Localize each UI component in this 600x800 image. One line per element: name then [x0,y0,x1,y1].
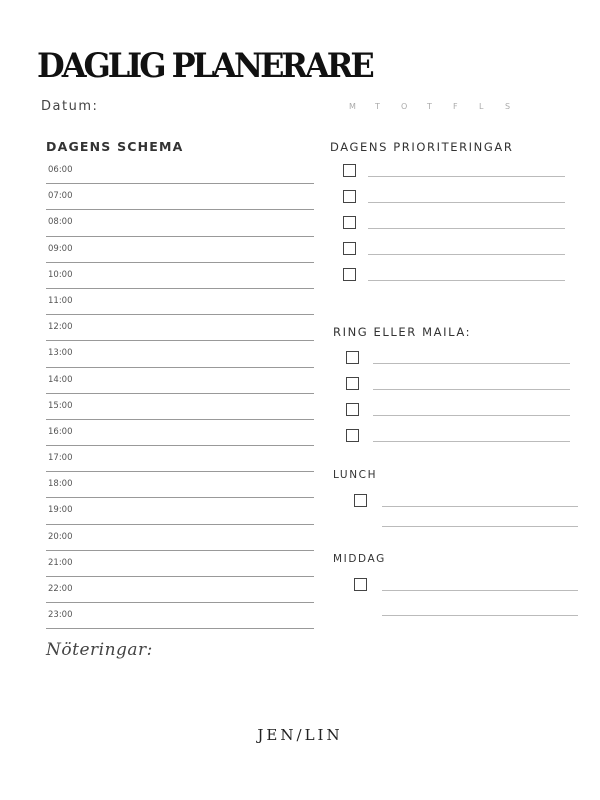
schedule-row[interactable] [46,446,314,472]
hour-label: 09:00 [48,243,73,254]
weekday-fri[interactable]: F [453,102,458,111]
checkbox[interactable] [343,268,356,281]
page-title: DAGLIG PLANERARE [37,46,372,86]
hour-label: 20:00 [48,531,73,542]
write-line[interactable] [382,590,578,591]
hour-label: 14:00 [48,374,73,385]
weekday-tue[interactable]: T [375,102,380,111]
write-line[interactable] [368,202,565,203]
schedule-row[interactable] [46,551,314,577]
weekday-sun[interactable]: S [505,102,511,111]
hour-label: 21:00 [48,557,73,568]
schedule-list [46,158,314,629]
schedule-row[interactable] [46,315,314,341]
schedule-row[interactable] [46,341,314,367]
hour-label: 22:00 [48,584,73,594]
schedule-row[interactable] [46,368,314,394]
write-line[interactable] [382,526,578,527]
schedule-row[interactable] [46,577,314,603]
schedule-row[interactable] [46,525,314,551]
schedule-row[interactable] [46,498,314,524]
hour-label: 07:00 [48,191,73,202]
checkbox[interactable] [354,494,367,507]
schedule-row[interactable] [46,158,314,184]
checkbox[interactable] [343,242,356,255]
hour-label: 13:00 [48,348,73,359]
schedule-row[interactable] [46,394,314,420]
write-line[interactable] [368,254,565,255]
schedule-row[interactable] [46,263,314,289]
date-label: Datum: [41,99,99,114]
weekday-selector [349,102,531,111]
hour-label: 10:00 [48,269,73,280]
schedule-row[interactable] [46,210,314,236]
hour-label: 08:00 [48,217,73,228]
hour-label: 12:00 [48,322,73,333]
weekday-thu[interactable]: T [427,102,432,111]
checkbox[interactable] [343,190,356,203]
hour-label: 15:00 [48,400,73,411]
weekday-wed[interactable]: O [401,102,408,111]
write-line[interactable] [368,228,565,229]
write-line[interactable] [373,415,570,416]
priorities-heading: DAGENS PRIORITERINGAR [330,140,514,154]
hour-label: 17:00 [48,453,73,464]
notes-label: Nöteringar: [46,640,153,660]
checkbox[interactable] [354,578,367,591]
schedule-row[interactable] [46,184,314,210]
hour-label: 18:00 [48,479,73,490]
write-line[interactable] [373,441,570,442]
schedule-row[interactable] [46,472,314,498]
hour-label: 16:00 [48,426,73,437]
schedule-row[interactable] [46,603,314,629]
write-line[interactable] [382,506,578,507]
calls-heading: RING ELLER MAILA: [333,325,472,339]
schedule-row[interactable] [46,420,314,446]
write-line[interactable] [368,280,565,281]
checkbox[interactable] [346,377,359,390]
dinner-heading: MIDDAG [333,553,386,565]
schedule-row[interactable] [46,237,314,263]
weekday-mon[interactable]: M [349,102,356,111]
write-line[interactable] [373,389,570,390]
checkbox[interactable] [343,216,356,229]
hour-label: 19:00 [48,505,73,516]
schedule-heading: DAGENS SCHEMA [46,139,184,154]
lunch-heading: LUNCH [333,469,378,481]
schedule-row[interactable] [46,289,314,315]
hour-label: 23:00 [48,610,73,621]
checkbox[interactable] [343,164,356,177]
hour-label: 06:00 [48,165,73,175]
checkbox[interactable] [346,403,359,416]
write-line[interactable] [382,615,578,616]
brand-logo: JEN/LIN [257,726,343,744]
write-line[interactable] [373,363,570,364]
checkbox[interactable] [346,429,359,442]
weekday-sat[interactable]: L [479,102,484,111]
write-line[interactable] [368,176,565,177]
hour-label: 11:00 [48,295,73,306]
checkbox[interactable] [346,351,359,364]
